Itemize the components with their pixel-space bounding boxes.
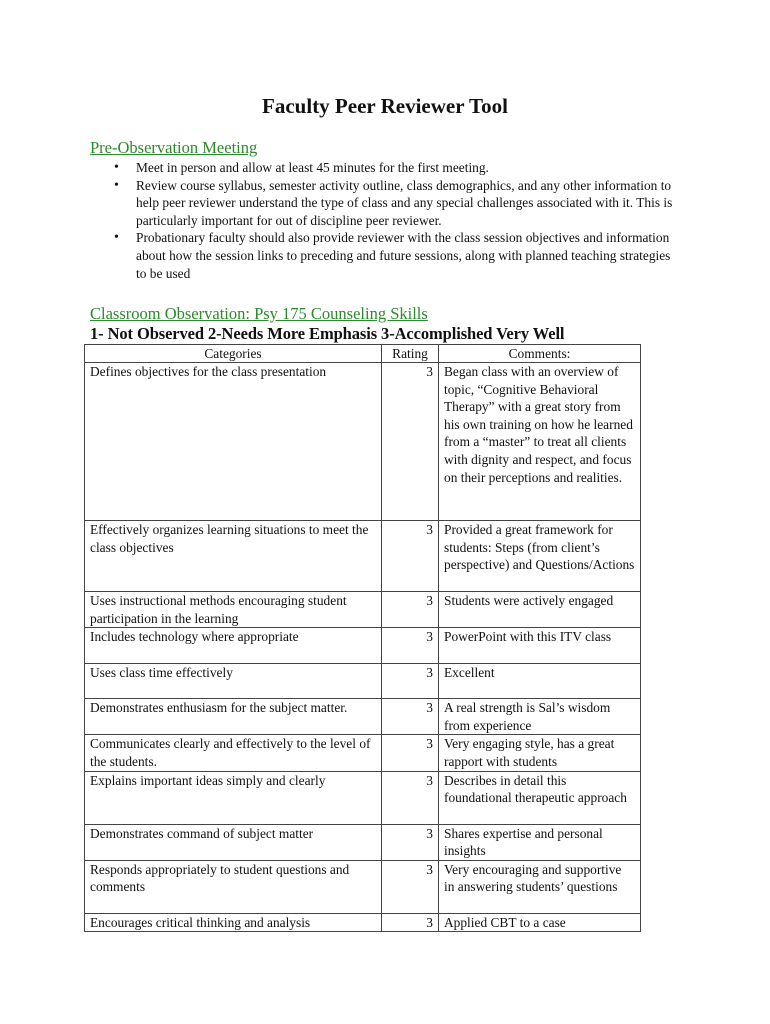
classroom-observation-heading: Classroom Observation: Psy 175 Counseling Skills: [90, 304, 428, 323]
page-title: Faculty Peer Reviewer Tool: [262, 94, 508, 118]
table-row: [85, 824, 641, 860]
comment-cell: [439, 664, 641, 699]
rating-scale-legend: 1- Not Observed 2-Needs More Emphasis 3-Accomplished Very Well: [90, 324, 565, 343]
rating-cell: 3: [382, 824, 439, 860]
list-item: • Probationary faculty should also provide reviewer with the class session objectives and information about how the session links to preceding and future sessions, along with planned teaching strategies to be used: [112, 229, 682, 282]
comment-text: Applied CBT to a case: [444, 914, 566, 930]
comment-cell: [439, 771, 641, 824]
comment-text: Shares expertise and personal insights: [444, 825, 603, 859]
rating-cell: 3: [382, 913, 439, 932]
table-row: [85, 699, 641, 735]
comment-cell: [439, 592, 641, 628]
rating-cell: 3: [382, 735, 439, 771]
rating-cell: 3: [382, 699, 439, 735]
category-cell: Effectively organizes learning situations to meet the class objectives: [85, 521, 382, 592]
comment-text: Students were actively engaged: [444, 593, 614, 608]
category-cell: Responds appropriately to student questions and comments: [85, 860, 382, 913]
comments-header: Comments:: [439, 345, 641, 363]
rating-cell: 3: [382, 664, 439, 699]
list-item: • Meet in person and allow at least 45 minutes for the first meeting.: [112, 159, 682, 177]
rating-cell: 3: [382, 363, 439, 521]
table-row: [85, 771, 641, 824]
rating-cell: 3: [382, 521, 439, 592]
comment-text: Began class with an overview of topic, “Cognitive Behavioral Therapy” with a great story from his own training on how he learned from a “master” to treat all clients with dignity and respect, and focus on their perceptions and realities.: [444, 364, 633, 485]
pre-observation-heading: Pre-Observation Meeting: [90, 138, 258, 157]
rating-cell: 3: [382, 860, 439, 913]
category-cell: Uses instructional methods encouraging student participation in the learning: [85, 592, 382, 628]
list-item: • Review course syllabus, semester activity outline, class demographics, and any other information to help peer reviewer understand the type of class and any special challenges associated with it. This is particularly important for out of discipline peer reviewer.: [112, 177, 682, 230]
comment-cell: [439, 699, 641, 735]
comment-cell: [439, 735, 641, 771]
comment-cell: [439, 860, 641, 913]
category-cell: Encourages critical thinking and analysis: [85, 913, 382, 932]
comment-text: Very encouraging and supportive in answering students’ questions: [444, 861, 622, 895]
comment-text: Very engaging style, has a great rapport with students: [444, 736, 615, 769]
comment-text: Excellent: [444, 665, 495, 681]
table-row: [85, 913, 641, 932]
category-cell: Demonstrates enthusiasm for the subject matter.: [85, 699, 382, 735]
comment-text: Provided a great framework for students: Steps (from client’s perspective) and Questions/Actions: [444, 522, 635, 573]
category-cell: Includes technology where appropriate: [85, 628, 382, 664]
category-cell: Communicates clearly and effectively to the level of the students.: [85, 735, 382, 771]
observation-table: [84, 344, 641, 932]
category-cell: Uses class time effectively: [85, 664, 382, 699]
table-row: [85, 628, 641, 664]
comment-cell: [439, 521, 641, 592]
table-row: [85, 592, 641, 628]
pre-observation-list: [112, 159, 682, 282]
comment-text: PowerPoint with this ITV class: [444, 629, 612, 645]
table-row: [85, 735, 641, 771]
table-header-row: [85, 345, 641, 363]
rating-cell: 3: [382, 628, 439, 664]
comment-cell: [439, 913, 641, 932]
table-row: [85, 521, 641, 592]
category-cell: Explains important ideas simply and clearly: [85, 771, 382, 824]
comment-text: Describes in detail this foundational therapeutic approach: [444, 772, 627, 806]
rating-cell: 3: [382, 592, 439, 628]
table-row: [85, 363, 641, 521]
categories-header: Categories: [85, 345, 382, 363]
comment-cell: [439, 363, 641, 521]
table-row: [85, 860, 641, 913]
table-row: [85, 664, 641, 699]
comment-cell: [439, 824, 641, 860]
comment-cell: [439, 628, 641, 664]
rating-header: Rating: [382, 345, 439, 363]
category-cell: Defines objectives for the class presentation: [85, 363, 382, 521]
comment-text: A real strength is Sal’s wisdom from experience: [444, 700, 611, 733]
rating-cell: 3: [382, 771, 439, 824]
category-cell: Demonstrates command of subject matter: [85, 824, 382, 860]
